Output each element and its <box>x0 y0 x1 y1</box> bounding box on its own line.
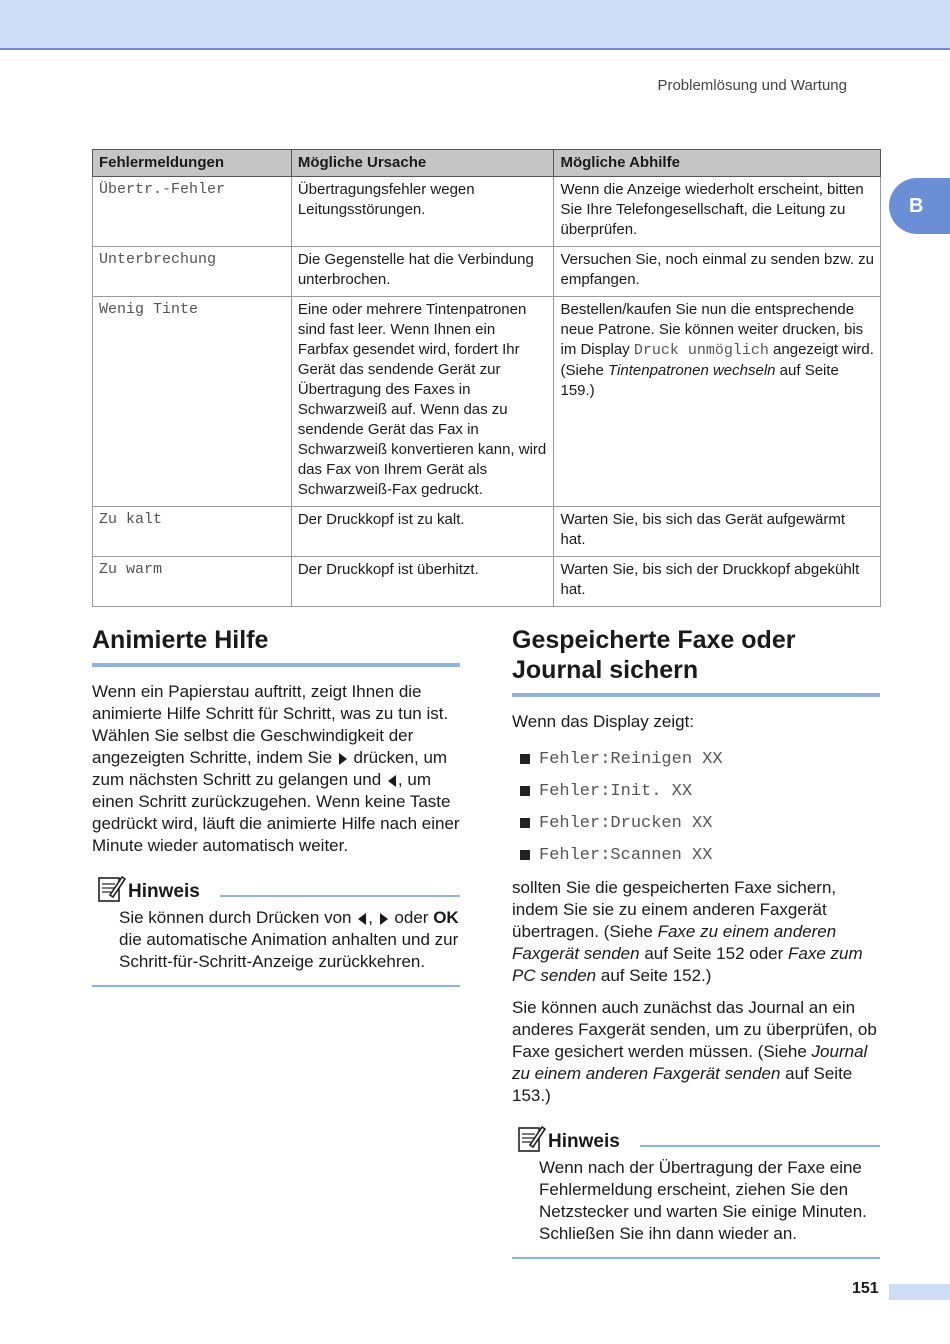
header-cell: Mögliche Abhilfe <box>554 150 881 177</box>
display-message: Fehler:Scannen XX <box>539 845 713 865</box>
note-rule <box>220 895 460 897</box>
section-heading: Gespeicherte Faxe oder Journal sichern <box>512 625 880 697</box>
cause-cell: Der Druckkopf ist überhitzt. <box>291 557 554 607</box>
note-pencil-icon <box>516 1123 546 1153</box>
cross-reference-link[interactable]: Faxe zu einem anderen Faxgerät senden <box>512 922 837 963</box>
remedy-cell: Warten Sie, bis sich das Gerät aufgewärmt hat. <box>554 507 881 557</box>
table-header-row <box>93 150 881 177</box>
saved-faxes-section <box>512 625 880 1259</box>
bullet-square-icon <box>520 786 530 796</box>
page-number: 151 <box>852 1280 879 1297</box>
animated-help-section <box>92 625 460 987</box>
left-arrow-key-icon <box>358 913 366 925</box>
list-item <box>520 743 880 775</box>
cause-cell: Der Druckkopf ist zu kalt. <box>291 507 554 557</box>
header-cell: Mögliche Ursache <box>291 150 554 177</box>
note-text-part: die automatische Animation anhalten und zur Schritt-für-Schritt-Anzeige zurückkehren. <box>119 930 459 971</box>
cross-reference-link[interactable]: Tintenpatronen wechseln <box>608 362 776 379</box>
body-paragraph <box>512 877 880 987</box>
error-message: Übertr.-Fehler <box>93 177 292 247</box>
remedy-cell <box>554 297 881 507</box>
header-cell: Fehlermeldungen <box>93 150 292 177</box>
section-heading: Animierte Hilfe <box>92 625 460 667</box>
running-title: Problemlösung und Wartung <box>657 77 847 94</box>
cause-cell: Die Gegenstelle hat die Verbindung unterbrochen. <box>291 247 554 297</box>
remedy-cell: Warten Sie, bis sich der Druckkopf abgekühlt hat. <box>554 557 881 607</box>
remedy-text: auf Seite 159.) <box>560 362 839 399</box>
body-text: auf Seite 153.) <box>512 1064 853 1105</box>
display-message: Fehler:Init. XX <box>539 781 693 801</box>
error-message: Wenig Tinte <box>93 297 292 507</box>
bullet-square-icon <box>520 818 530 828</box>
error-table <box>92 149 881 607</box>
body-text: auf Seite 152 oder <box>644 944 784 963</box>
body-text: Wenn ein Papierstau auftritt, zeigt Ihnen die animierte Hilfe Schritt für Schritt, was zu tun ist. Wählen Sie selbst die Geschwindigkeit der angezeigten Schritte, indem Sie <box>92 682 449 767</box>
left-arrow-key-icon <box>388 775 396 787</box>
cause-cell: Übertragungsfehler wegen Leitungsstörungen. <box>291 177 554 247</box>
table-row <box>93 557 881 607</box>
note-title: Hinweis <box>548 1131 620 1152</box>
display-message-list <box>520 743 880 871</box>
right-arrow-key-icon <box>339 753 347 765</box>
page-number-bar <box>889 1284 950 1300</box>
body-paragraph <box>92 681 460 857</box>
list-item <box>520 839 880 871</box>
note-text-part: Sie können durch Drücken von <box>119 908 352 927</box>
bullet-square-icon <box>520 850 530 860</box>
chapter-tab: B <box>889 178 950 234</box>
note-title: Hinweis <box>128 881 200 902</box>
bullet-square-icon <box>520 754 530 764</box>
note-pencil-icon <box>96 873 126 903</box>
ok-key-label: OK <box>433 908 459 927</box>
note-text <box>119 907 460 973</box>
display-message: Fehler:Reinigen XX <box>539 749 723 769</box>
note-text: Wenn nach der Übertragung der Faxe eine Fehlermeldung erscheint, ziehen Sie den Netzstecker und warten Sie einige Minuten. Schließen Sie ihn dann wieder an. <box>539 1158 867 1243</box>
cause-cell: Eine oder mehrere Tintenpatronen sind fast leer. Wenn Ihnen ein Farbfax gesendet wird, fordert Ihr Gerät das sendende Gerät zur Übertragung des Faxes in Schwarzweiß auf. Wenn das zu sendende Gerät das Fax in Schwarzweiß konvertieren kann, wird das Fax von Ihrem Gerät als Schwarzweiß-Fax gedruckt. <box>291 297 554 507</box>
table-row <box>93 247 881 297</box>
intro-paragraph: Wenn das Display zeigt: <box>512 712 695 731</box>
remedy-text: Bestellen/kaufen Sie nun die entsprechende neue Patrone. Sie können weiter drucken, bis im Display <box>560 301 864 358</box>
body-text: , um einen Schritt zurückzugehen. Wenn keine Taste gedrückt wird, läuft die animierte Hilfe nach einer Minute wieder automatisch weiter. <box>92 770 460 855</box>
table-row <box>93 297 881 507</box>
remedy-text: angezeigt wird. (Siehe <box>560 341 874 379</box>
remedy-cell: Versuchen Sie, noch einmal zu senden bzw. zu empfangen. <box>554 247 881 297</box>
remedy-cell: Wenn die Anzeige wiederholt erscheint, bitten Sie Ihre Telefongesellschaft, die Leitung zu überprüfen. <box>554 177 881 247</box>
note-header <box>512 1123 880 1153</box>
note-text-part: oder <box>394 908 429 927</box>
table-row <box>93 177 881 247</box>
body-text: Sie können auch zunächst das Journal an ein anderes Faxgerät senden, um zu überprüfen, ob Faxe gesichert werden müssen. (Siehe <box>512 998 877 1061</box>
body-text: sollten Sie die gespeicherten Faxe sichern, indem Sie sie zu einem anderen Faxgerät übertragen. (Siehe <box>512 878 837 941</box>
error-message: Zu warm <box>93 557 292 607</box>
right-arrow-key-icon <box>380 913 388 925</box>
display-message: Fehler:Drucken XX <box>539 813 713 833</box>
list-item <box>520 807 880 839</box>
note-end-rule <box>512 1257 880 1259</box>
body-text: auf Seite 152.) <box>600 966 712 985</box>
note-rule <box>640 1145 880 1147</box>
cross-reference-link[interactable]: Journal zu einem anderen Faxgerät senden <box>512 1042 868 1083</box>
table-row <box>93 507 881 557</box>
note-header <box>92 873 460 903</box>
note-text-part: , <box>368 908 373 927</box>
top-band <box>0 0 950 50</box>
error-message: Unterbrechung <box>93 247 292 297</box>
display-code: Druck unmöglich <box>633 342 769 359</box>
list-item <box>520 775 880 807</box>
body-paragraph <box>512 997 880 1107</box>
error-message: Zu kalt <box>93 507 292 557</box>
note-end-rule <box>92 985 460 987</box>
cross-reference-link[interactable]: Faxe zum PC senden <box>512 944 863 985</box>
body-text: drücken, um zum nächsten Schritt zu gelangen und <box>92 748 448 789</box>
